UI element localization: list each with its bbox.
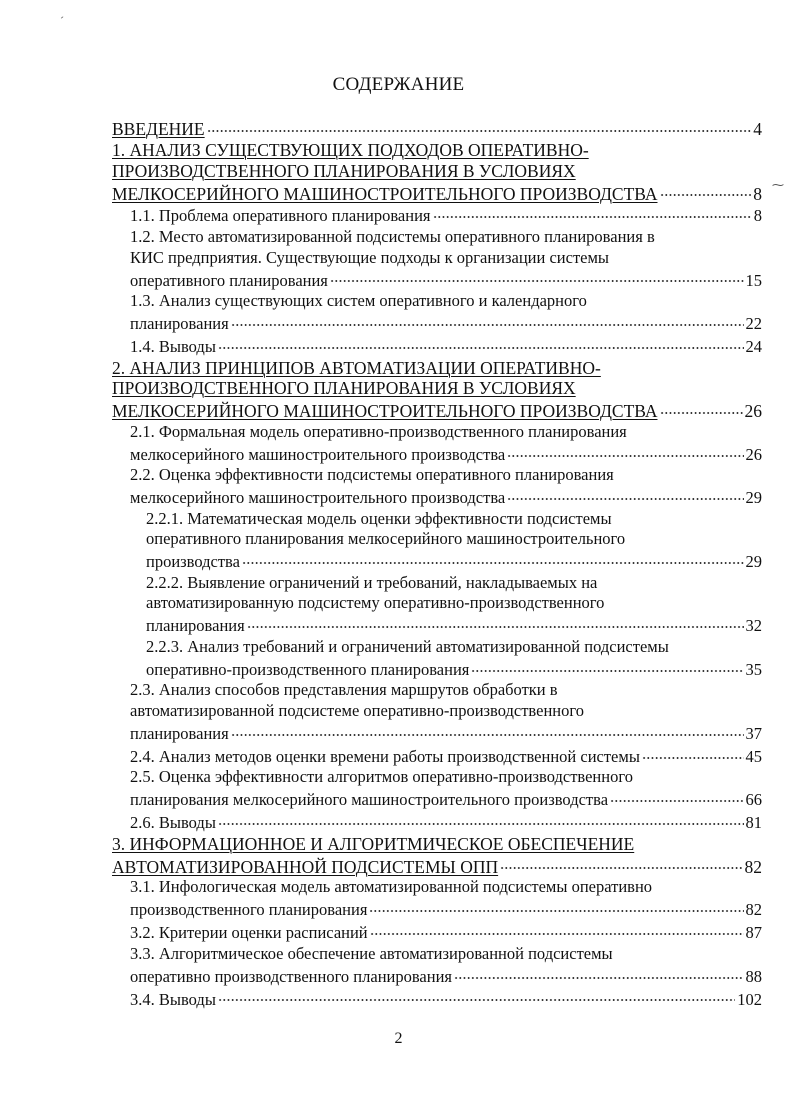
- toc-page-number: 4: [753, 119, 762, 140]
- toc-entry-last-line: [130, 335, 762, 358]
- toc-entry-title: производственного планирования: [130, 900, 368, 920]
- toc-entry[interactable]: [112, 358, 762, 422]
- toc-entry-last-line: [130, 486, 762, 509]
- toc-entry[interactable]: [112, 680, 762, 744]
- toc-entry-line: 3. ИНФОРМАЦИОННОЕ И АЛГОРИТМИЧЕСКОЕ ОБЕСПЕЧЕНИЕ: [112, 833, 635, 854]
- dot-leader: [218, 988, 735, 1005]
- toc-page-number: 87: [745, 923, 762, 943]
- toc-entry[interactable]: [112, 204, 762, 227]
- toc-entry-last-line: [130, 987, 762, 1010]
- toc-entry-line: ПРОИЗВОДСТВЕННОГО ПЛАНИРОВАНИЯ В УСЛОВИЯХ: [112, 378, 576, 399]
- toc-entry-line: 3.3. Алгоритмическое обеспечение автоматизированной подсистемы: [130, 943, 613, 963]
- dot-leader: [218, 812, 744, 829]
- toc-entry-last-line: [146, 657, 762, 680]
- toc-page-number: 45: [745, 746, 762, 766]
- table-of-contents: [112, 117, 762, 1010]
- toc-entry-last-line: [112, 181, 762, 204]
- toc-entry-title: мелкосерийного машиностроительного производства: [130, 444, 506, 464]
- dot-leader: [433, 205, 752, 222]
- toc-entry-last-line: [130, 442, 762, 465]
- toc-entry[interactable]: [112, 291, 762, 335]
- toc-entry-title: МЕЛКОСЕРИЙНОГО МАШИНОСТРОИТЕЛЬНОГО ПРОИЗВОДСТВА: [112, 401, 658, 422]
- toc-page-number: 88: [745, 966, 762, 986]
- scan-speck-mark: ˊ: [60, 14, 64, 28]
- toc-entry[interactable]: [112, 335, 762, 358]
- toc-entry-last-line: [112, 399, 762, 422]
- toc-page-number: 37: [745, 723, 762, 743]
- toc-entry[interactable]: [112, 811, 762, 834]
- toc-entry[interactable]: [112, 117, 762, 140]
- dot-leader: [642, 745, 744, 762]
- toc-entry-line: автоматизированной подсистеме оперативно-производственного: [130, 700, 584, 720]
- toc-page-number: 8: [753, 183, 762, 204]
- toc-page-number: 32: [745, 616, 762, 636]
- toc-entry-line: 3.1. Инфологическая модель автоматизированной подсистемы оперативно: [130, 877, 653, 897]
- toc-page-number: 29: [745, 552, 762, 572]
- toc-entry-title: оперативно-производственного планирования: [146, 659, 470, 679]
- toc-page-number: 66: [745, 790, 762, 810]
- toc-entry[interactable]: [112, 767, 762, 811]
- toc-entry-last-line: [130, 722, 762, 745]
- toc-entry[interactable]: [112, 877, 762, 921]
- toc-entry-title: планирования: [130, 723, 229, 743]
- toc-entry-last-line: [130, 811, 762, 834]
- toc-page-number: 82: [744, 856, 762, 877]
- toc-entry-last-line: [130, 744, 762, 767]
- toc-entry-line: оперативного планирования мелкосерийного машиностроительного: [146, 529, 626, 549]
- toc-entry-title: МЕЛКОСЕРИЙНОГО МАШИНОСТРОИТЕЛЬНОГО ПРОИЗВОДСТВА: [112, 183, 658, 204]
- dot-leader: [369, 899, 743, 916]
- toc-entry-last-line: [130, 204, 762, 227]
- toc-entry-last-line: [146, 614, 762, 637]
- dot-leader: [330, 269, 744, 286]
- toc-entry-title: производства: [146, 552, 240, 572]
- toc-page-number: 82: [745, 900, 762, 920]
- toc-entry-title: оперативного планирования: [130, 270, 328, 290]
- toc-entry-line: 2. АНАЛИЗ ПРИНЦИПОВ АВТОМАТИЗАЦИИ ОПЕРАТИВНО-: [112, 357, 601, 378]
- dot-leader: [231, 723, 744, 740]
- scan-dash-mark: ⁓: [772, 178, 784, 192]
- toc-entry-title: оперативно производственного планирования: [130, 966, 452, 986]
- toc-entry[interactable]: [112, 140, 762, 204]
- toc-entry-line: 1.2. Место автоматизированной подсистемы оперативного планирования в: [130, 227, 655, 247]
- dot-leader: [610, 789, 743, 806]
- toc-entry-last-line: [112, 854, 762, 877]
- toc-page-number: 8: [753, 206, 762, 226]
- dot-leader: [454, 965, 744, 982]
- toc-entry-line: 2.2.3. Анализ требований и ограничений автоматизированной подсистемы: [146, 636, 669, 656]
- dot-leader: [218, 336, 744, 353]
- toc-entry[interactable]: [112, 573, 762, 637]
- toc-entry-last-line: [130, 788, 762, 811]
- toc-entry-line: 2.2. Оценка эффективности подсистемы оперативного планирования: [130, 465, 614, 485]
- dot-leader: [507, 487, 743, 504]
- dot-leader: [247, 615, 744, 632]
- dot-leader: [231, 313, 744, 330]
- toc-entry-title: 3.2. Критерии оценки расписаний: [130, 923, 368, 943]
- dot-leader: [507, 443, 743, 460]
- toc-page-number: 26: [745, 444, 762, 464]
- toc-entry-title: 1.4. Выводы: [130, 336, 216, 356]
- dot-leader: [207, 118, 752, 136]
- dot-leader: [660, 182, 752, 200]
- toc-entry[interactable]: [112, 987, 762, 1010]
- toc-entry[interactable]: [112, 509, 762, 573]
- toc-entry-title: ВВЕДЕНИЕ: [112, 119, 205, 140]
- toc-entry-last-line: [130, 312, 762, 335]
- toc-entry[interactable]: [112, 227, 762, 291]
- toc-entry-title: АВТОМАТИЗИРОВАННОЙ ПОДСИСТЕМЫ ОПП: [112, 856, 499, 877]
- toc-entry-last-line: [112, 117, 762, 140]
- dot-leader: [660, 400, 743, 418]
- toc-entry[interactable]: [112, 834, 762, 878]
- toc-entry[interactable]: [112, 921, 762, 944]
- toc-entry-title: планирования: [130, 314, 229, 334]
- toc-page-number: 102: [737, 989, 762, 1009]
- toc-entry-last-line: [130, 268, 762, 291]
- toc-entry-line: ПРОИЗВОДСТВЕННОГО ПЛАНИРОВАНИЯ В УСЛОВИЯХ: [112, 160, 576, 181]
- toc-entry[interactable]: [112, 944, 762, 988]
- toc-entry[interactable]: [112, 744, 762, 767]
- toc-page-number: 22: [745, 314, 762, 334]
- toc-entry-line: 2.2.1. Математическая модель оценки эффективности подсистемы: [146, 508, 612, 528]
- toc-entry-line: КИС предприятия. Существующие подходы к организации системы: [130, 247, 610, 267]
- toc-page-number: 24: [745, 336, 762, 356]
- toc-entry-line: 2.1. Формальная модель оперативно-производственного планирования: [130, 421, 627, 441]
- toc-page-number: 26: [744, 401, 762, 422]
- toc-entry-title: планирования мелкосерийного машиностроительного производства: [130, 790, 609, 810]
- dot-leader: [500, 855, 742, 873]
- toc-entry-last-line: [130, 898, 762, 921]
- toc-entry-last-line: [146, 550, 762, 573]
- toc-entry-line: автоматизированную подсистему оперативно-производственного: [146, 593, 605, 613]
- toc-entry-title: 2.4. Анализ методов оценки времени работы производственной системы: [130, 746, 640, 766]
- toc-entry-line: 1. АНАЛИЗ СУЩЕСТВУЮЩИХ ПОДХОДОВ ОПЕРАТИВНО-: [112, 139, 589, 160]
- toc-entry[interactable]: [112, 422, 762, 466]
- toc-entry-line: 2.3. Анализ способов представления маршрутов обработки в: [130, 680, 558, 700]
- page-title: СОДЕРЖАНИЕ: [332, 74, 465, 95]
- toc-entry-title: планирования: [146, 616, 245, 636]
- toc-entry-title: мелкосерийного машиностроительного производства: [130, 488, 506, 508]
- toc-entry-line: 2.2.2. Выявление ограничений и требований, накладываемых на: [146, 572, 598, 592]
- toc-entry-last-line: [130, 921, 762, 944]
- toc-entry-last-line: [130, 964, 762, 987]
- dot-leader: [471, 658, 743, 675]
- dot-leader: [370, 922, 744, 939]
- toc-entry[interactable]: [112, 465, 762, 509]
- toc-page-number: 29: [745, 488, 762, 508]
- toc-entry-title: 1.1. Проблема оперативного планирования: [130, 206, 431, 226]
- dot-leader: [242, 551, 744, 568]
- toc-entry-line: 1.3. Анализ существующих систем оперативного и календарного: [130, 291, 587, 311]
- toc-entry[interactable]: [112, 637, 762, 681]
- toc-page-number: 81: [745, 813, 762, 833]
- toc-entry-line: 2.5. Оценка эффективности алгоритмов оперативно-производственного: [130, 767, 633, 787]
- toc-entry-title: 3.4. Выводы: [130, 989, 216, 1009]
- page-number: 2: [394, 1030, 403, 1047]
- toc-entry-title: 2.6. Выводы: [130, 813, 216, 833]
- toc-page-number: 35: [745, 659, 762, 679]
- toc-page-number: 15: [745, 270, 762, 290]
